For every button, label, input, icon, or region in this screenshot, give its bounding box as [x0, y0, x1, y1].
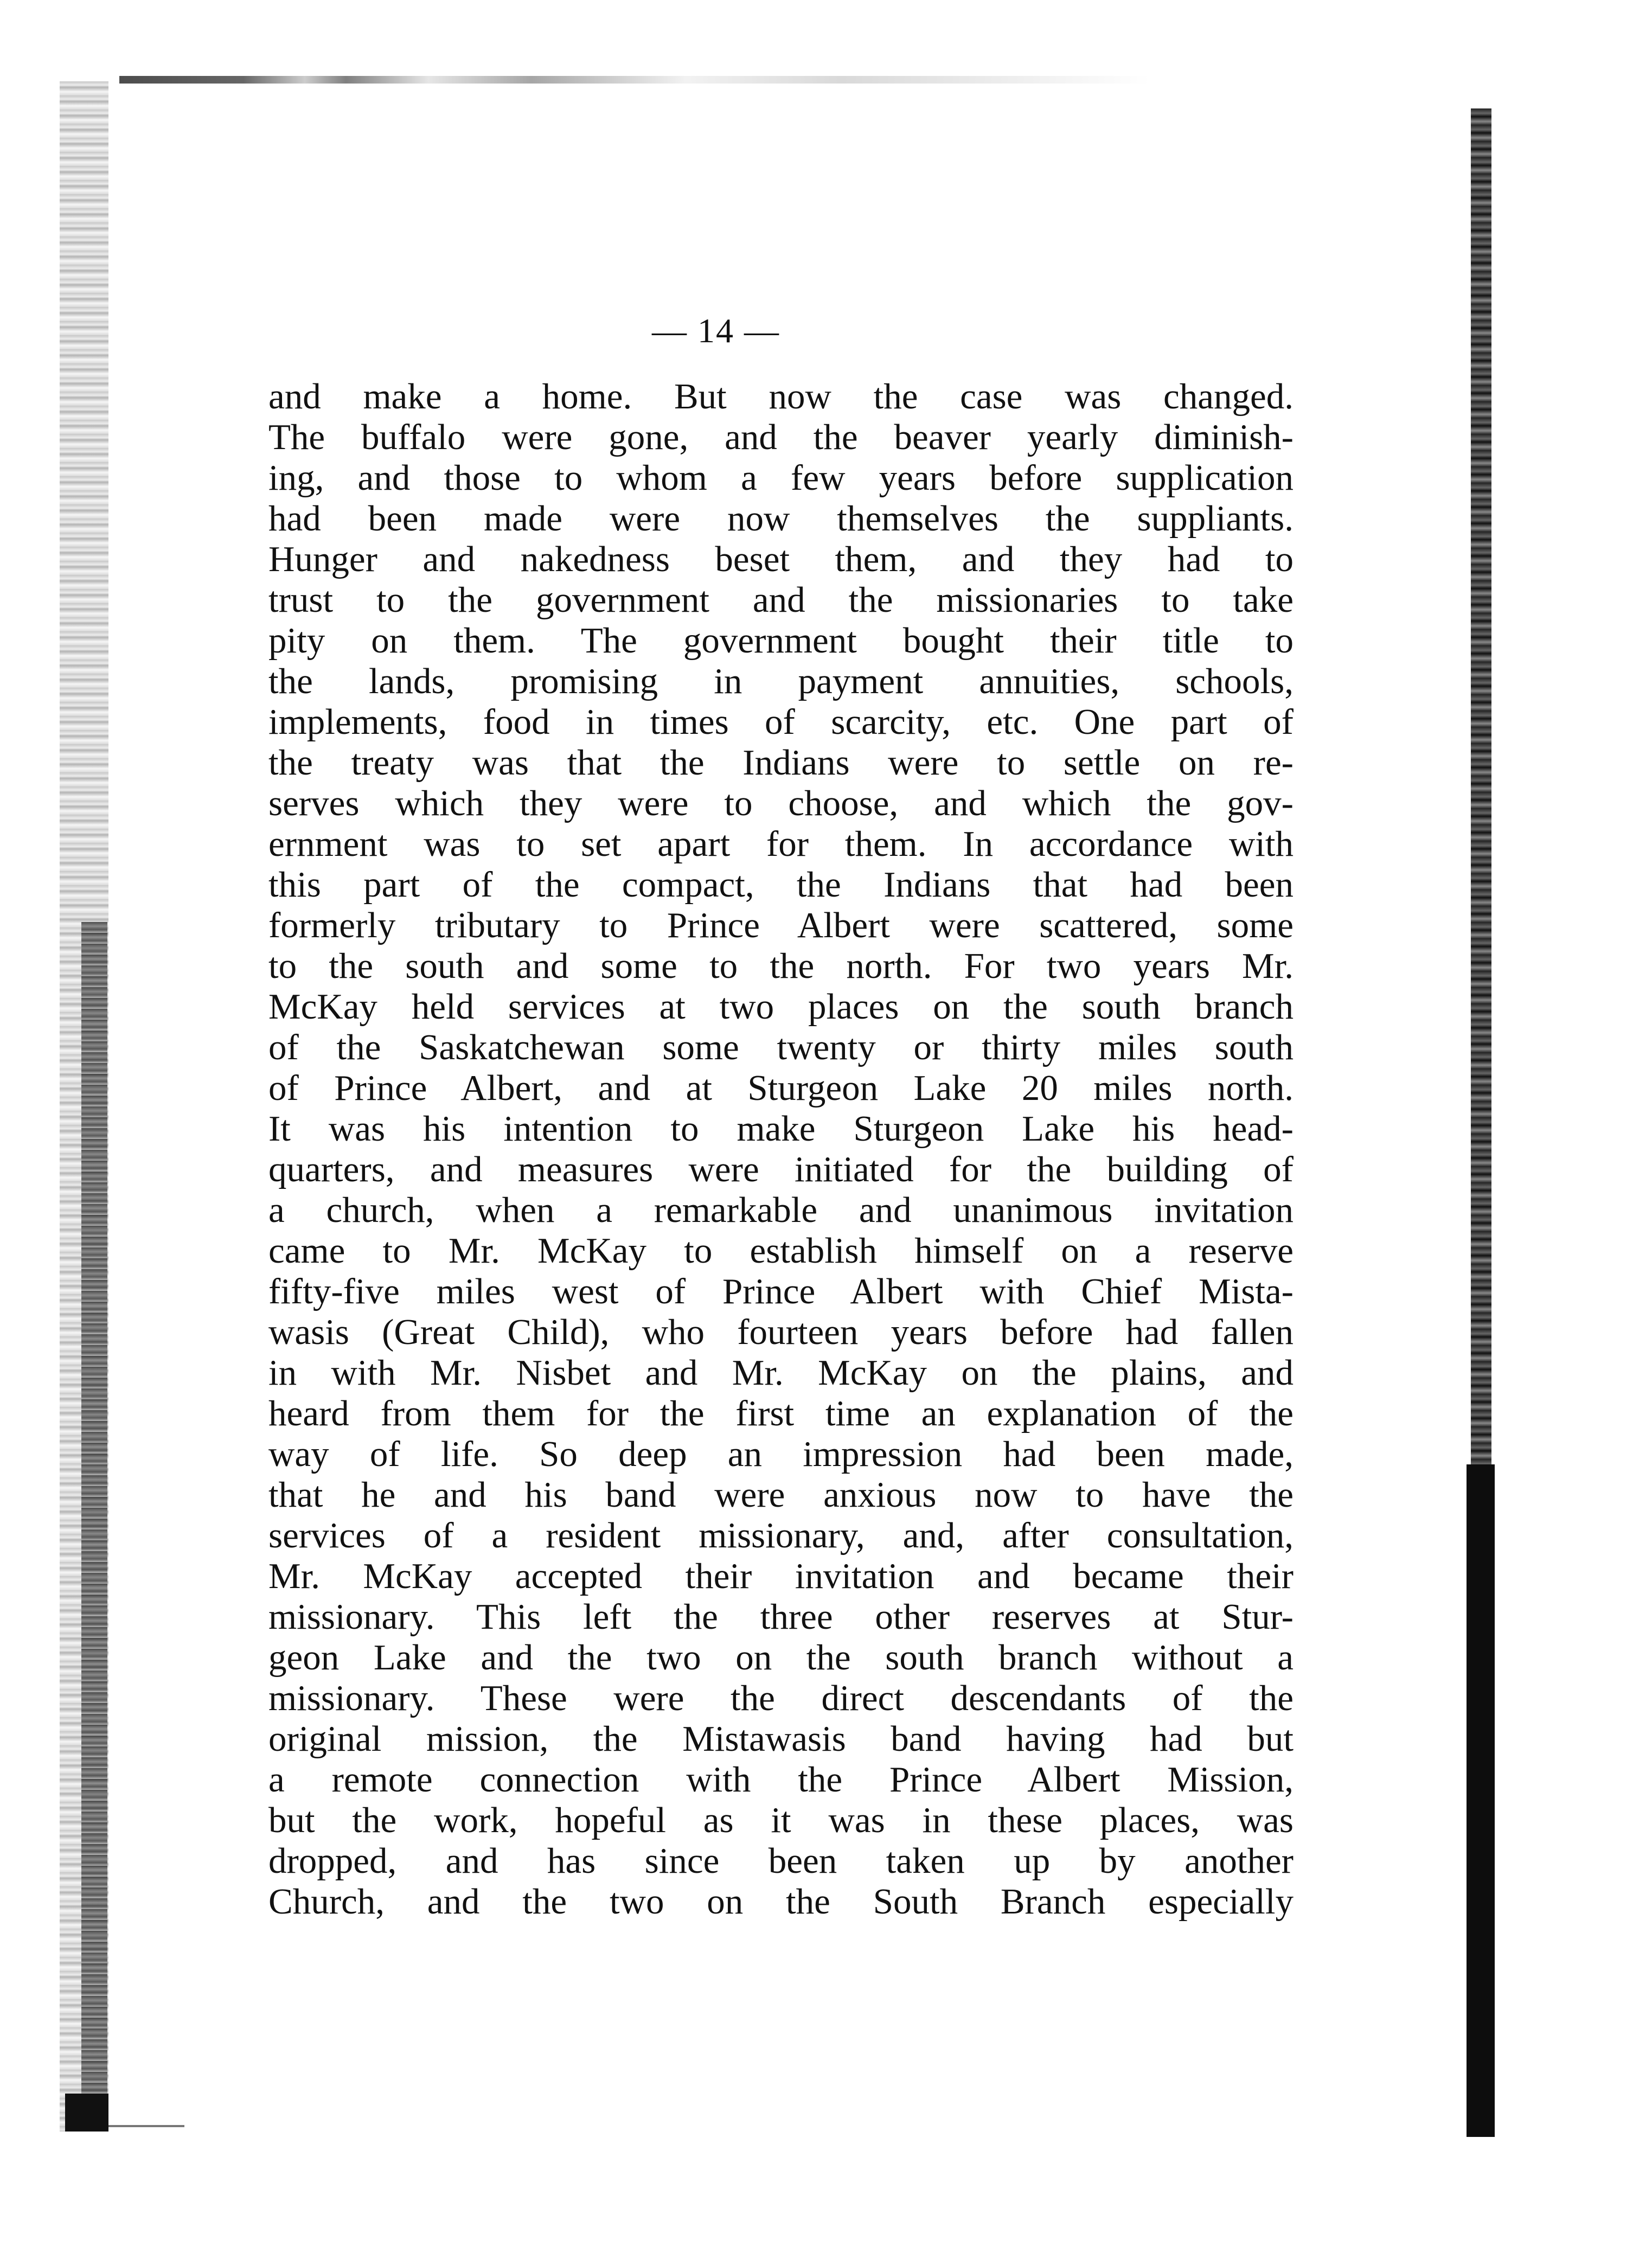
text-line: the treaty was that the Indians were to settle on re- — [268, 743, 1294, 783]
text-line: ing, and those to whom a few years before supplication — [268, 458, 1294, 498]
text-line: but the work, hopeful as it was in these places, was — [268, 1800, 1294, 1840]
text-line: and make a home. But now the case was changed. — [268, 376, 1294, 417]
text-line: came to Mr. McKay to establish himself on a reserve — [268, 1231, 1294, 1271]
text-line: of Prince Albert, and at Sturgeon Lake 20 miles north. — [268, 1068, 1294, 1108]
text-line: original mission, the Mistawasis band having had but — [268, 1719, 1294, 1759]
text-line: It was his intention to make Sturgeon Lake his head- — [268, 1109, 1294, 1149]
text-line: missionary. These were the direct descendants of the — [268, 1678, 1294, 1718]
text-line: Hunger and nakedness beset them, and they had to — [268, 539, 1294, 579]
text-line: this part of the compact, the Indians that had been — [268, 865, 1294, 905]
scan-bottom-edge — [108, 2125, 184, 2127]
text-line: to the south and some to the north. For two years Mr. — [268, 946, 1294, 986]
text-line: missionary. This left the three other reserves at Stur- — [268, 1597, 1294, 1637]
text-line: of the Saskatchewan some twenty or thirty miles south — [268, 1027, 1294, 1067]
text-line: that he and his band were anxious now to have the — [268, 1475, 1294, 1515]
text-line: geon Lake and the two on the south branch without a — [268, 1637, 1294, 1678]
text-line: a church, when a remarkable and unanimous invitation — [268, 1190, 1294, 1230]
text-line: in with Mr. Nisbet and Mr. McKay on the plains, and — [268, 1353, 1294, 1393]
text-line: heard from them for the first time an explanation of the — [268, 1393, 1294, 1433]
text-line: serves which they were to choose, and which the gov- — [268, 783, 1294, 823]
text-line: fifty-five miles west of Prince Albert with Chief Mista- — [268, 1271, 1294, 1311]
text-line: the lands, promising in payment annuities, schools, — [268, 661, 1294, 701]
text-line: dropped, and has since been taken up by another — [268, 1841, 1294, 1881]
text-line: pity on them. The government bought their title to — [268, 620, 1294, 661]
text-line: way of life. So deep an impression had been made, — [268, 1434, 1294, 1474]
text-line: ernment was to set apart for them. In accordance with — [268, 824, 1294, 864]
scan-top-edge — [119, 76, 1150, 84]
scan-left-binding — [81, 922, 107, 2132]
text-line: trust to the government and the missionaries to take — [268, 580, 1294, 620]
text-line: The buffalo were gone, and the beaver yearly diminish- — [268, 417, 1294, 457]
text-line: formerly tributary to Prince Albert were scattered, some — [268, 905, 1294, 945]
text-line: a remote connection with the Prince Albert Mission, — [268, 1759, 1294, 1800]
text-line: Church, and the two on the South Branch especially — [268, 1881, 1294, 1922]
text-line: services of a resident missionary, and, after consultation, — [268, 1515, 1294, 1556]
text-line: had been made were now themselves the suppliants. — [268, 498, 1294, 539]
page-number: — 14 — — [652, 311, 780, 350]
text-line: implements, food in times of scarcity, etc. One part of — [268, 702, 1294, 742]
text-line: wasis (Great Child), who fourteen years before had fallen — [268, 1312, 1294, 1352]
scan-right-edge-dark — [1467, 1464, 1495, 2137]
body-text — [268, 376, 1294, 1922]
scan-corner-mark — [65, 2094, 108, 2132]
text-line: McKay held services at two places on the south branch — [268, 987, 1294, 1027]
text-line: quarters, and measures were initiated for the building of — [268, 1149, 1294, 1189]
text-line: Mr. McKay accepted their invitation and became their — [268, 1556, 1294, 1596]
